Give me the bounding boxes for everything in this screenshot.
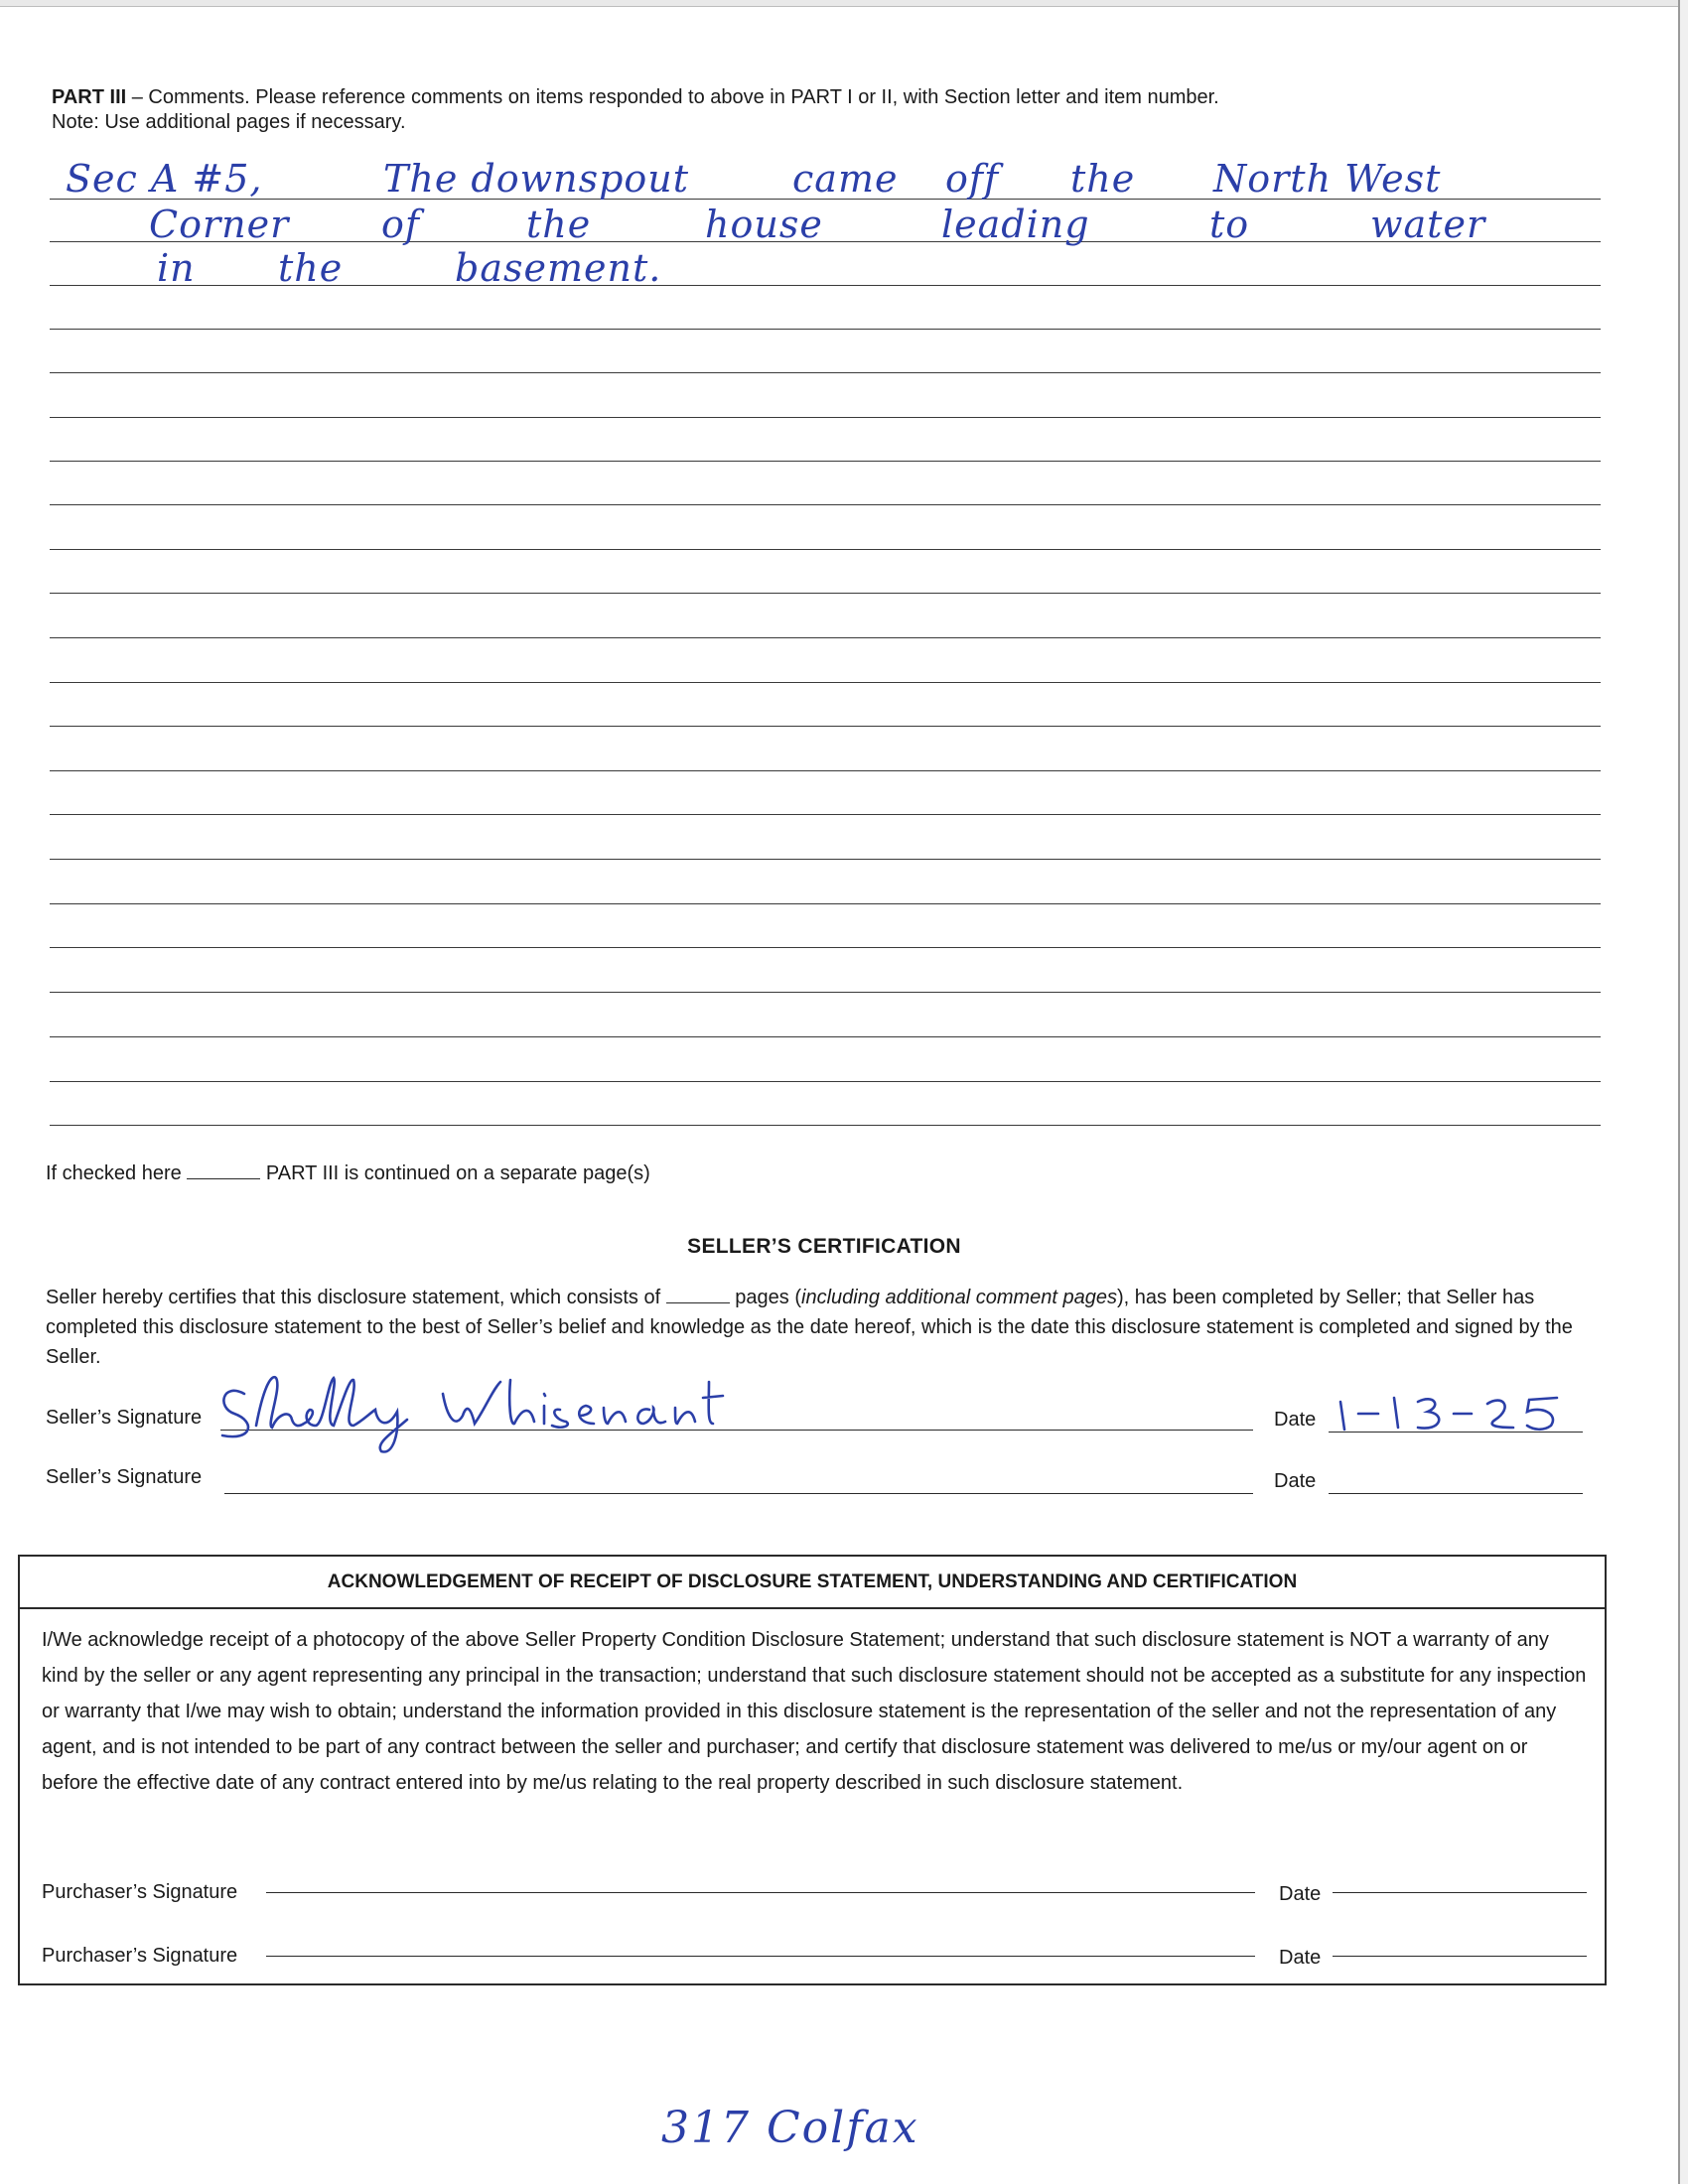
- part3-label: PART III: [52, 86, 127, 108]
- comment-line[interactable]: [50, 549, 1601, 550]
- continued-suffix: PART III is continued on a separate page(s): [265, 1162, 650, 1184]
- seller-certification-body: [46, 1283, 1615, 1372]
- handwritten-word: Sec A #5,: [66, 157, 263, 201]
- cert-body-c: ), has been completed by Seller; that Seller has completed this disclosure statement to the best of Seller’s belief and knowledge as the date hereof, which is the date this disclosure statement is completed and signed by the Seller.: [46, 1287, 1573, 1368]
- scan-right-edge: [1678, 0, 1688, 2184]
- handwritten-word: water: [1370, 203, 1486, 246]
- handwritten-word: leading: [941, 203, 1090, 246]
- handwritten-word: house: [705, 203, 823, 246]
- purchaser-date-line-2[interactable]: [1333, 1956, 1587, 1957]
- purchaser-signature-line-1b[interactable]: [266, 1892, 1255, 1893]
- continued-prefix: If checked here: [46, 1162, 182, 1184]
- comment-line[interactable]: [50, 947, 1601, 948]
- handwritten-word: North West: [1213, 157, 1442, 201]
- seller-signature-label-1: Seller’s Signature: [46, 1407, 203, 1429]
- cert-body-italic: including additional comment pages: [801, 1287, 1117, 1308]
- acknowledgement-title: ACKNOWLEDGEMENT OF RECEIPT OF DISCLOSURE STATEMENT, UNDERSTANDING AND CERTIFICATION: [20, 1557, 1605, 1609]
- handwritten-word: to: [1209, 203, 1250, 246]
- seller-certification-title: SELLER’S CERTIFICATION: [687, 1235, 961, 1258]
- acknowledgement-box: [18, 1555, 1607, 1985]
- handwritten-word: the: [278, 246, 344, 290]
- handwritten-address-note: 317 Colfax: [661, 2103, 919, 2153]
- comment-line[interactable]: [50, 329, 1601, 330]
- purchaser-signature-label-1: Purchaser’s Signature: [42, 1881, 238, 1903]
- handwritten-word: The downspout: [383, 157, 690, 201]
- part3-note: Note: Use additional pages if necessary.: [52, 111, 406, 133]
- part3-header: [52, 85, 1219, 135]
- seller-signature-line-2[interactable]: [224, 1493, 1253, 1494]
- comment-line[interactable]: [50, 770, 1601, 771]
- purchaser-date-label-1: Date: [1279, 1883, 1322, 1905]
- scan-top-edge: [0, 0, 1688, 7]
- comment-line[interactable]: [50, 992, 1601, 993]
- handwritten-word: Corner: [149, 203, 290, 246]
- comment-line[interactable]: [50, 859, 1601, 860]
- comment-line[interactable]: [50, 504, 1601, 505]
- acknowledgement-body: I/We acknowledge receipt of a photocopy of the above Seller Property Condition Disclosure Statement; understand that such disclosure statement is NOT a warranty of any kind by the seller or any agent representing any principal in the transaction; understand that such disclosure statement should not be accepted as a substitute for any inspection or warranty that I/we may wish to obtain; understand the information provided in this disclosure statement is the representation of the seller and not the representation of any agent, and is not intended to be part of any contract between the seller and purchaser; and certify that disclosure statement was delivered to me/us or my/our agent on or before the effective date of any contract entered into by me/us relating to the real property described in such disclosure statement.: [42, 1629, 1587, 1794]
- cert-body-a: Seller hereby certifies that this disclosure statement, which consists of: [46, 1287, 661, 1308]
- comment-line[interactable]: [50, 1081, 1601, 1082]
- handwritten-word: the: [526, 203, 592, 246]
- seller-date-label-1: Date: [1274, 1409, 1317, 1431]
- handwritten-word: of: [381, 203, 420, 246]
- seller-signature-label-2: Seller’s Signature: [46, 1466, 203, 1488]
- continued-checkbox-blank[interactable]: [187, 1160, 260, 1179]
- comment-line[interactable]: [50, 372, 1601, 373]
- comment-line[interactable]: [50, 814, 1601, 815]
- purchaser-date-label-2: Date: [1279, 1947, 1322, 1969]
- comment-line[interactable]: [50, 417, 1601, 418]
- purchaser-signature-line-2[interactable]: [266, 1956, 1255, 1957]
- handwritten-word: basement.: [455, 246, 662, 290]
- handwritten-word: in: [157, 246, 196, 290]
- handwritten-word: came: [792, 157, 899, 201]
- comment-line[interactable]: [50, 682, 1601, 683]
- comment-line[interactable]: [50, 1125, 1601, 1126]
- continued-row: [46, 1160, 650, 1187]
- comment-line[interactable]: [50, 903, 1601, 904]
- part3-intro: – Comments. Please reference comments on items responded to above in PART I or II, with Section letter and item number.: [126, 86, 1219, 108]
- seller-date-label-2: Date: [1274, 1470, 1317, 1492]
- comment-line[interactable]: [50, 726, 1601, 727]
- comment-line[interactable]: [50, 1036, 1601, 1037]
- cert-body-b: pages (: [735, 1287, 802, 1308]
- comment-line[interactable]: [50, 461, 1601, 462]
- seller-date-line-2[interactable]: [1329, 1493, 1583, 1494]
- seller-date-image: [1331, 1384, 1599, 1439]
- comment-line[interactable]: [50, 593, 1601, 594]
- page-count-blank[interactable]: [666, 1285, 730, 1303]
- seller-signature-image: [212, 1364, 828, 1459]
- handwritten-word: the: [1070, 157, 1136, 201]
- comment-line[interactable]: [50, 637, 1601, 638]
- handwritten-word: off: [945, 157, 1000, 201]
- purchaser-date-line-1[interactable]: [1333, 1892, 1587, 1893]
- purchaser-signature-label-2: Purchaser’s Signature: [42, 1945, 238, 1967]
